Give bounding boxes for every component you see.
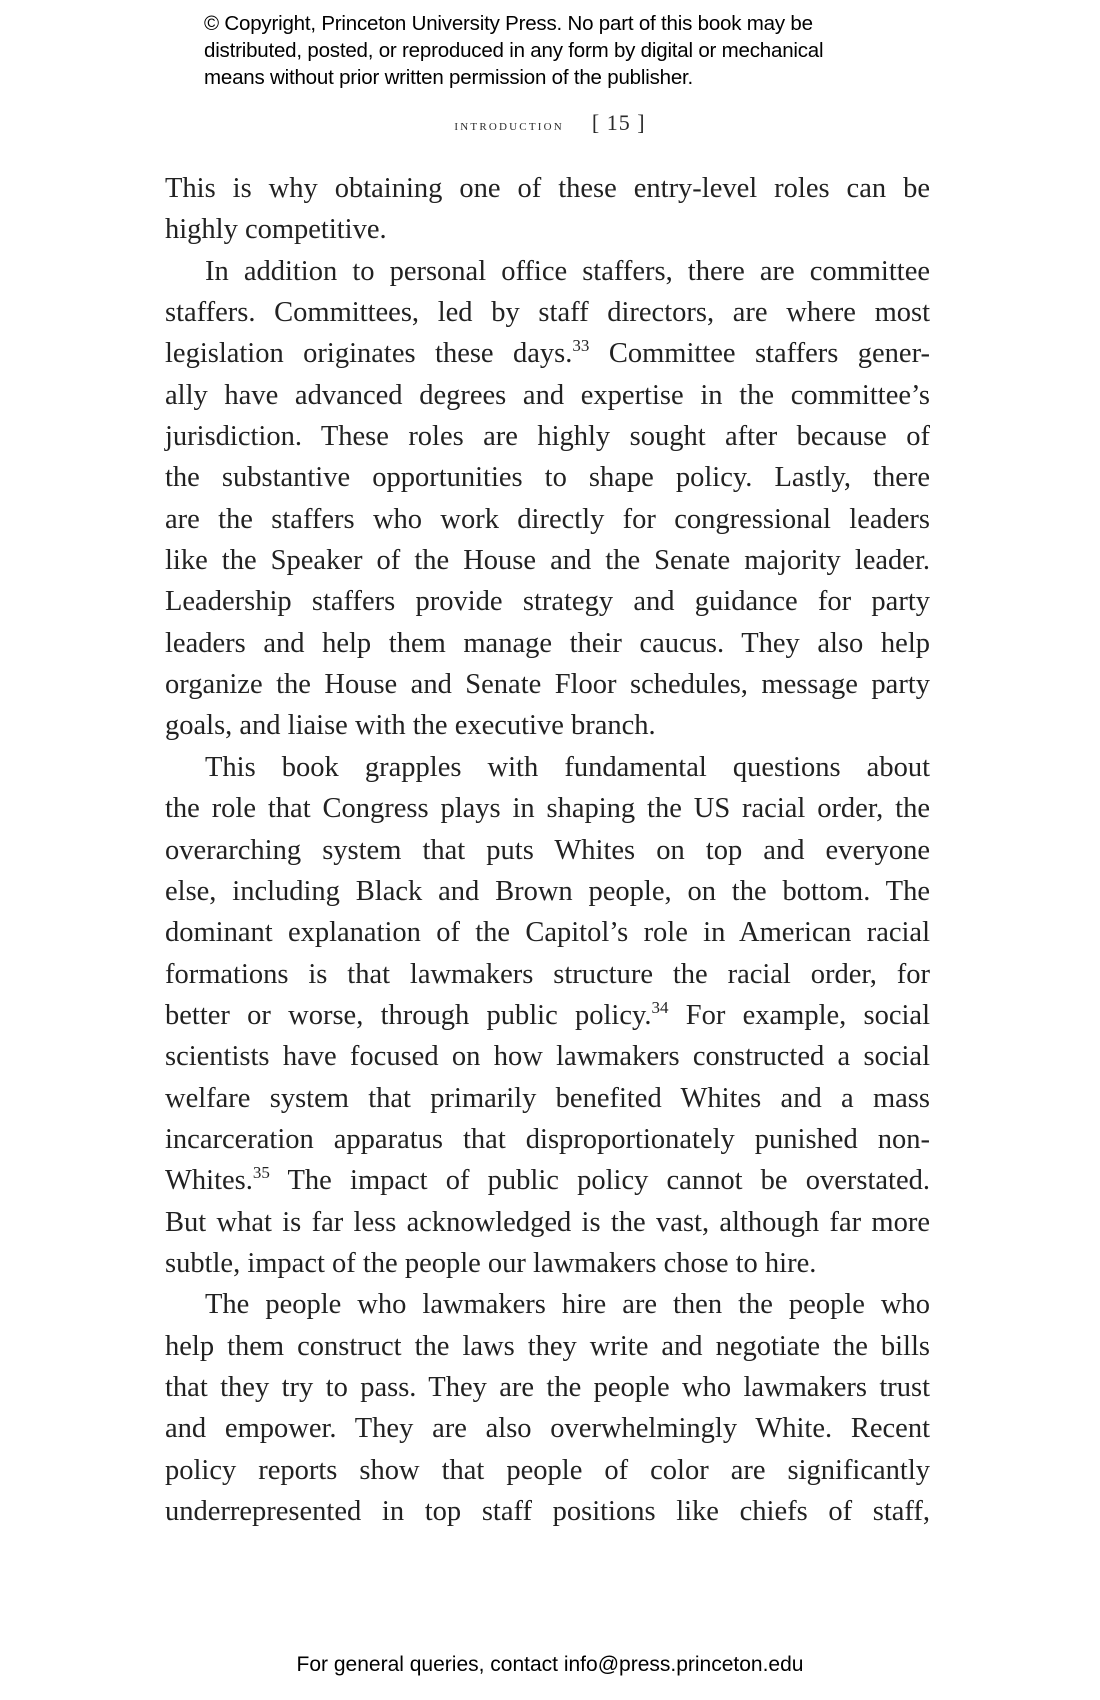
footnote-ref[interactable]: 35 (252, 1163, 270, 1183)
line-text: The impact of public policy cannot be overstated. (269, 1165, 930, 1197)
text-line (165, 333, 930, 374)
text-line (165, 830, 930, 871)
text-line (165, 705, 930, 746)
line-text: scientists have focused on how lawmakers constructed a social (165, 1041, 930, 1073)
line-text: welfare system that primarily benefited Whites and a mass (165, 1082, 930, 1114)
text-line (165, 954, 930, 995)
text-line (165, 416, 930, 457)
line-text: the role that Congress plays in shaping the US racial order, the (165, 793, 930, 825)
text-line (165, 912, 930, 953)
text-line (165, 375, 930, 416)
text-line (165, 1202, 930, 1243)
line-text: organize the House and Senate Floor schedules, message party (165, 669, 930, 701)
line-text: Committee staffers gener- (589, 338, 930, 370)
line-text: underrepresented in top staff positions like chiefs of staff, (165, 1496, 930, 1527)
line-text: policy reports show that people of color are significantly (165, 1454, 930, 1486)
text-line (165, 788, 930, 829)
text-line (165, 1450, 930, 1491)
text-line (165, 1243, 930, 1284)
line-text: like the Speaker of the House and the Senate majority leader. (165, 545, 930, 577)
text-line (165, 871, 930, 912)
line-text: subtle, impact of the people our lawmakers chose to hire. (165, 1247, 817, 1279)
text-line (165, 1119, 930, 1160)
line-text: help them construct the laws they write and negotiate the bills (165, 1330, 930, 1362)
line-text: legislation originates these days. (165, 338, 573, 370)
text-line (165, 1284, 930, 1325)
text-line (165, 747, 930, 788)
text-line (165, 664, 930, 705)
line-text: jurisdiction. These roles are highly sought after because of (165, 421, 930, 453)
line-text: The people who lawmakers hire are then the people who (205, 1289, 930, 1321)
line-text: better or worse, through public policy. (165, 999, 652, 1031)
text-line (165, 1326, 930, 1367)
text-line (165, 499, 930, 540)
text-line (165, 457, 930, 498)
line-text: the substantive opportunities to shape policy. Lastly, there (165, 462, 930, 494)
text-line (165, 1078, 930, 1119)
line-text: Whites. (165, 1165, 253, 1197)
footer-contact: For general queries, contact info@press.princeton.edu (296, 1653, 804, 1676)
text-line (165, 292, 930, 333)
text-line (165, 995, 930, 1036)
line-text: highly competitive. (165, 214, 387, 246)
line-text: ally have advanced degrees and expertise in the committee’s (165, 379, 930, 411)
line-text: overarching system that puts Whites on top and everyone (165, 834, 930, 866)
text-line (165, 540, 930, 581)
text-line (165, 251, 930, 292)
line-text: But what is far less acknowledged is the vast, although far more (165, 1206, 930, 1238)
footnote-ref[interactable]: 33 (572, 336, 590, 356)
line-text: This is why obtaining one of these entry-level roles can be (165, 173, 930, 204)
line-text: This book grapples with fundamental questions about (205, 751, 930, 783)
line-text: Leadership staffers provide strategy and guidance for party (165, 586, 930, 618)
line-text: dominant explanation of the Capitol’s role in American racial (165, 917, 930, 949)
line-text: else, including Black and Brown people, on the bottom. The (165, 875, 930, 907)
text-line (165, 623, 930, 664)
line-text: staffers. Committees, led by staff directors, are where most (165, 297, 930, 329)
text-line (165, 1367, 930, 1408)
text-line (165, 1408, 930, 1449)
running-head (0, 110, 1100, 136)
line-text: incarceration apparatus that disproportionately punished non- (165, 1123, 930, 1155)
text-line (165, 1160, 930, 1201)
section-title: introduction (454, 118, 564, 134)
line-text: leaders and help them manage their caucus. They also help (165, 627, 930, 659)
copyright-line: © Copyright, Princeton University Press. No part of this book may be (204, 12, 813, 35)
copyright-line: distributed, posted, or reproduced in any form by digital or mechanical (204, 39, 824, 62)
text-line (165, 1491, 930, 1532)
text-line (165, 168, 930, 209)
line-text: goals, and liaise with the executive branch. (165, 710, 656, 742)
text-line (165, 581, 930, 622)
text-line (165, 209, 930, 250)
copyright-notice (204, 10, 964, 91)
line-text: For example, social (668, 999, 930, 1031)
copyright-line: means without prior written permission of the publisher. (204, 66, 694, 89)
line-text: and empower. They are also overwhelmingly White. Recent (165, 1413, 930, 1445)
body-text (165, 168, 930, 1532)
line-text: In addition to personal office staffers, there are committee (205, 255, 930, 287)
line-text: formations is that lawmakers structure the racial order, for (165, 958, 930, 990)
text-line (165, 1036, 930, 1077)
line-text: that they try to pass. They are the people who lawmakers trust (165, 1371, 930, 1403)
line-text: are the staffers who work directly for congressional leaders (165, 503, 930, 535)
page-number: [ 15 ] (591, 110, 646, 135)
footnote-ref[interactable]: 34 (651, 997, 669, 1017)
